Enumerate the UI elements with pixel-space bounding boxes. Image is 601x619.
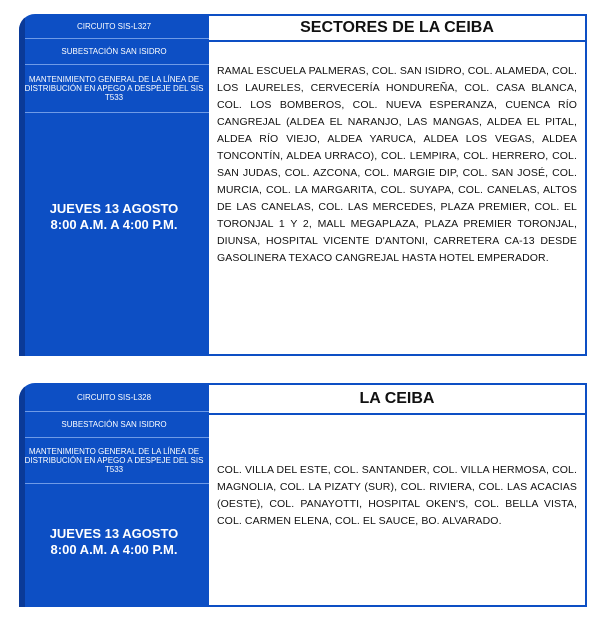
circuit-label: CIRCUITO SIS-L327 <box>76 21 152 31</box>
date-time-block <box>19 483 209 599</box>
date-label: JUEVES 13 AGOSTO <box>49 200 179 216</box>
schedule-panel <box>19 383 209 607</box>
outage-card-1 <box>19 14 587 356</box>
maintenance-label: MANTENIMIENTO GENERAL DE LA LÍNEA DE DISTRIBUCIÓN EN APEGO A DESPEJE DEL SIS T533 <box>19 64 209 112</box>
date-time-block <box>19 112 209 320</box>
sectors-title: SECTORES DE LA CEIBA <box>209 16 585 42</box>
sectors-panel <box>209 383 587 607</box>
time-label: 8:00 A.M. A 4:00 P.M. <box>50 216 178 232</box>
substation-label: SUBESTACIÓN SAN ISIDRO <box>19 411 209 437</box>
circuit-label: CIRCUITO SIS-L328 <box>76 392 152 402</box>
date-label: JUEVES 13 AGOSTO <box>49 525 179 541</box>
sectors-title: LA CEIBA <box>209 385 585 415</box>
time-label: 8:00 A.M. A 4:00 P.M. <box>50 541 178 557</box>
sectors-list: COL. VILLA DEL ESTE, COL. SANTANDER, COL. VILLA HERMOSA, COL. MAGNOLIA, COL. LA PIZATY (SUR), COL. RIVIERA, COL. LAS ACACIAS (OESTE), COL. PANAYOTTI, HOSPITAL OKEN'S, COL. BELLA VISTA, COL. CARMEN ELENA, COL. EL SAUCE, BO. ALVARADO. <box>217 464 577 527</box>
substation-label: SUBESTACIÓN SAN ISIDRO <box>19 38 209 64</box>
sectors-panel <box>209 14 587 356</box>
sectors-list: RAMAL ESCUELA PALMERAS, COL. SAN ISIDRO, COL. ALAMEDA, COL. LOS LAURELES, CERVECERÍA HONDUREÑA, COL. CASA BLANCA, COL. LOS BOMBEROS, COL. NUEVA ESPERANZA, CUENCA RÍO CANGREJAL (ALDEA EL NARANJO, LAS MANGAS, ALDEA EL PITAL, ALDEA RÍO VIEJO, ALDEA YARUCA, ALDEA LOS VEGAS, ALDEA TONCONTÍN, ALDEA URRACO), COL. LEMPIRA, COL. HERRERO, COL. SAN JUDAS, COL. AZCONA, COL. MARGIE DIP, COL. SAN JOSÉ, COL. MURCIA, COL. LA MARGARITA, COL. SUYAPA, COL. CANELAS, ALTOS DE LAS CANELAS, COL. LAS MERCEDES, PLAZA PREMIER, COL. EL TORONJAL 1 Y 2, MALL MEGAPLAZA, PLAZA PREMIER TORONJAL, DIUNSA, HOSPITAL VICENTE D'ANTONI, CARRETERA CA-13 DESDE GASOLINERA TEXACO CANGREJAL HASTA HOTEL EMPERADOR. <box>217 65 577 264</box>
schedule-panel <box>19 14 209 356</box>
maintenance-label: MANTENIMIENTO GENERAL DE LA LÍNEA DE DISTRIBUCIÓN EN APEGO A DESPEJE DEL SIS T533 <box>19 437 209 483</box>
outage-card-2 <box>19 383 587 607</box>
